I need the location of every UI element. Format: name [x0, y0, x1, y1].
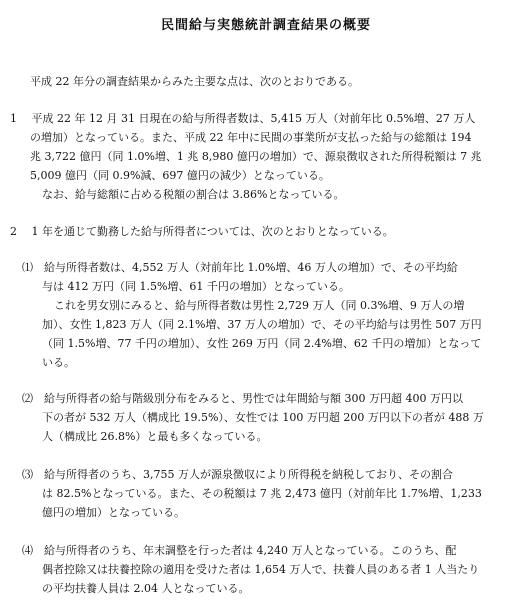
item-line: ⑴ 給与所得者数は、4,552 万人（対前年比 1.0%増、46 万人の増加）で、その平均給	[22, 261, 458, 274]
item-line: 下の者が 532 万人（構成比 19.5%）、女性では 100 万円超 200 万円以下の者が 488 万	[42, 411, 484, 424]
item-line: 人（構成比 26.8%）と最も多くなっている。	[42, 430, 268, 443]
item-line: ⑶ 給与所得者のうち、3,755 万人が源泉徴収により所得税を納税しており、その割合	[22, 468, 453, 481]
document-title: 民間給与実態統計調査結果の概要	[160, 18, 371, 33]
item-line: （同 1.5%増、77 千円の増加）、女性 269 万円（同 2.4%増、62 千円の増加）となって	[42, 337, 482, 350]
item-line: ⑷ 給与所得者のうち、年末調整を行った者は 4,240 万人となっている。このうち、配	[22, 544, 457, 557]
section-2-heading: 2 1 年を通じて勤務した給与所得者については、次のとおりとなっている。	[10, 225, 394, 238]
section-1-line: 1 平成 22 年 12 月 31 日現在の給与所得者数は、5,415 万人（対前年比 0.5%増、27 万人	[10, 112, 476, 125]
item-line: いる。	[42, 356, 75, 369]
intro-paragraph: 平成 22 年分の調査結果からみた主要な点は、次のとおりである。	[30, 75, 359, 88]
item-line: 億円の増加）となっている。	[42, 506, 185, 519]
section-1-line: の増加）となっている。また、平成 22 年中に民間の事業所が支払った給与の総額は 194	[30, 131, 472, 144]
section-1-line: なお、給与総額に占める税額の割合は 3.86%となっている。	[42, 188, 345, 201]
item-line: 加）、女性 1,823 万人（同 2.1%増、37 万人の増加）で、その平均給与は男性 507 万円	[42, 318, 482, 331]
item-line: 与は 412 万円（同 1.5%増、61 千円の増加）となっている。	[42, 280, 350, 293]
item-line: は 82.5%となっている。また、その税額は 7 兆 2,473 億円（対前年比 1.7%増、1,233	[42, 487, 482, 500]
item-line: これを男女別にみると、給与所得者数は男性 2,729 万人（同 0.3%増、9 万人の増	[54, 299, 465, 312]
item-line: ⑵ 給与所得者の給与階級別分布をみると、男性では年間給与額 300 万円超 400 万円以	[22, 392, 463, 405]
item-line: の平均扶養人員は 2.04 人となっている。	[42, 582, 250, 595]
section-1-line: 兆 3,722 億円（同 1.0%増、1 兆 8,980 億円の増加）で、源泉徴収された所得税額は 7 兆	[30, 150, 482, 163]
item-line: 偶者控除又は扶養控除の適用を受けた者は 1,654 万人で、扶養人員のある者 1 人当たり	[42, 563, 480, 576]
section-1-line: 5,009 億円（同 0.9%減、697 億円の減少）となっている。	[30, 169, 330, 182]
